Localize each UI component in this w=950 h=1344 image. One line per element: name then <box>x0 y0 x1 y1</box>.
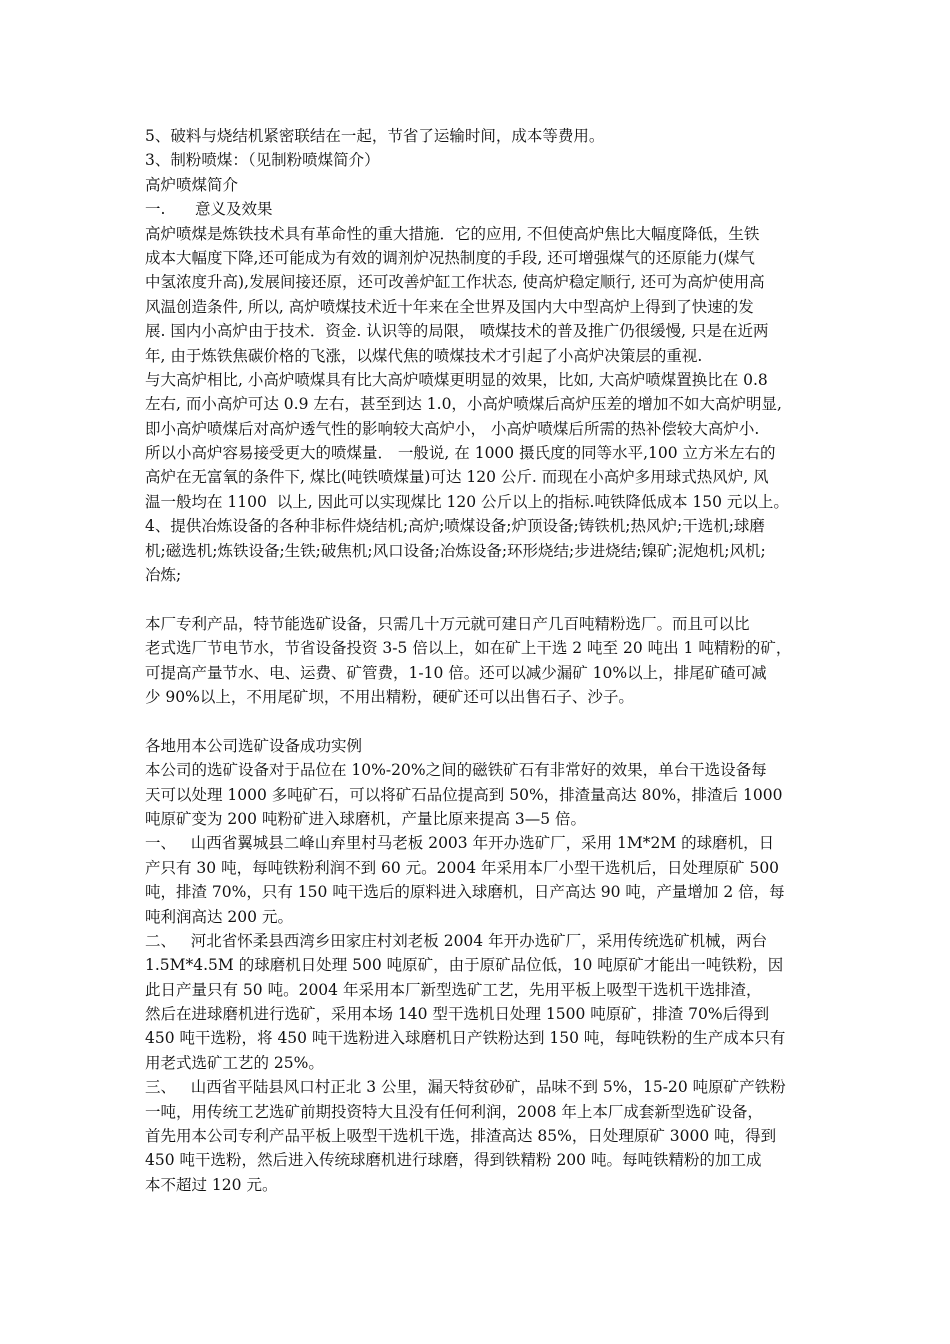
text-line: 1.5M*4.5M 的球磨机日处理 500 吨原矿，由于原矿品位低，10 吨原矿才能出一吨铁粉，因 <box>145 956 784 975</box>
text-line: 天可以处理 1000 多吨矿石，可以将矿石品位提高到 50%，排渣量高达 80%，排渣后 1000 <box>145 785 783 804</box>
text-line: 少 90%以上，不用尾矿坝，不用出精粉，硬矿还可以出售石子、沙子。 <box>145 687 634 706</box>
text-line: 本厂专利产品，特节能选矿设备，只需几十万元就可建日产几百吨精粉选厂。而且可以比 <box>145 614 750 633</box>
text-line: 450 吨干选粉，然后进入传统球磨机进行球磨，得到铁精粉 200 吨。每吨铁精粉的加工成 <box>145 1151 762 1170</box>
text-line: 用老式选矿工艺的 25%。 <box>145 1053 324 1072</box>
text-line: 4、提供冶炼设备的各种非标件烧结机;高炉;喷煤设备;炉顶设备;铸铁机;热风炉;干选机;球磨 <box>145 517 765 536</box>
text-line: 吨利润高达 200 元。 <box>145 907 293 926</box>
text-line: 5、破料与烧结机紧密联结在一起，节省了运输时间，成本等费用。 <box>145 127 605 145</box>
text-line: 风温创造条件, 所以, 高炉喷煤技术近十年来在全世界及国内大中型高炉上得到了快速的发 <box>145 297 754 316</box>
subsection-heading: 一. 意义及效果 <box>145 200 273 219</box>
text-line: 冶炼; <box>145 566 182 585</box>
text-line: 本公司的选矿设备对于品位在 10%-20%之间的磁铁矿石有非常好的效果，单台干选设备每 <box>145 761 767 780</box>
text-line: 二、 河北省怀柔县西湾乡田家庄村刘老板 2004 年开办选矿厂，采用传统选矿机械，两台 <box>145 931 768 950</box>
document-body <box>145 124 815 1197</box>
text-line: 可提高产量节水、电、运费、矿管费，1-10 倍。还可以减少漏矿 10%以上，排尾矿碴可减 <box>145 663 767 682</box>
text-line: 中氢浓度升高),发展间接还原，还可改善炉缸工作状态, 使高炉稳定顺行, 还可为高炉使用高 <box>145 273 765 292</box>
text-line: 机;磁选机;炼铁设备;生铁;破焦机;风口设备;冶炼设备;环形烧结;步进烧结;镍矿;泥炮机;风机; <box>145 541 766 560</box>
text-line: 所以小高炉容易接受更大的喷煤量． 一般说, 在 1000 摄氏度的同等水平,100 立方米左右的 <box>145 444 776 463</box>
blank-line <box>145 587 815 611</box>
text-line: 产只有 30 吨，每吨铁粉利润不到 60 元。2004 年采用本厂小型干选机后，日处理原矿 500 <box>145 858 780 877</box>
blank-line <box>145 709 815 733</box>
text-line: 吨，排渣 70%，只有 150 吨干选后的原料进入球磨机，日产高达 90 吨，产量增加 2 倍，每 <box>145 883 785 902</box>
text-line: 三、 山西省平陆县风口村正北 3 公里，漏天特贫砂矿，品味不到 5%，15-20 吨原矿产铁粉 <box>145 1078 786 1097</box>
text-line: 成本大幅度下降,还可能成为有效的调剂炉况热制度的手段, 还可增强煤气的还原能力(煤气 <box>145 248 755 267</box>
text-line: 即小高炉喷煤后对高炉透气性的影响较大高炉小， 小高炉喷煤后所需的热补偿较大高炉小. <box>145 419 760 438</box>
text-line: 然后在进球磨机进行选矿，采用本场 140 型干选机日处理 1500 吨原矿，排渣 70%后得到 <box>145 1005 770 1024</box>
text-line: 首先用本公司专利产品平板上吸型干选机干选，排渣高达 85%，日处理原矿 3000 吨，得到 <box>145 1127 777 1146</box>
text-line: 450 吨干选粉，将 450 吨干选粉进入球磨机日产铁粉达到 150 吨，每吨铁粉的生产成本只有 <box>145 1029 786 1048</box>
text-line: 与大高炉相比, 小高炉喷煤具有比大高炉喷煤更明显的效果，比如, 大高炉喷煤置换比在 0.8 <box>145 370 768 389</box>
text-line: 展. 国内小高炉由于技术．资金. 认识等的局限， 喷煤技术的普及推广仍很缓慢, 只是在近两 <box>145 322 769 341</box>
text-line: 高炉喷煤是炼铁技术具有革命性的重大措施．它的应用, 不但使高炉焦比大幅度降低，生铁 <box>145 224 760 243</box>
text-line: 3、制粉喷煤：（见制粉喷煤简介） <box>145 151 380 170</box>
section-heading: 各地用本公司选矿设备成功实例 <box>145 736 363 755</box>
text-line: 老式选厂节电节水，节省设备投资 3-5 倍以上，如在矿上干选 2 吨至 20 吨出 1 吨精粉的矿， <box>145 639 792 658</box>
section-heading: 高炉喷煤简介 <box>145 175 239 194</box>
text-line: 此日产量只有 50 吨。2004 年采用本厂新型选矿工艺，先用平板上吸型干选机干选排渣， <box>145 980 762 999</box>
text-line: 本不超过 120 元。 <box>145 1175 278 1194</box>
text-line: 温一般均在 1100 以上, 因此可以实现煤比 120 公斤以上的指标.吨铁降低成本 150 元以上。 <box>145 492 789 511</box>
text-line: 左右, 而小高炉可达 0.9 左右，甚至到达 1.0，小高炉喷煤后高炉压差的增加不如大高炉明显, <box>145 395 782 414</box>
text-line: 高炉在无富氧的条件下, 煤比(吨铁喷煤量)可达 120 公斤. 而现在小高炉多用球式热风炉, 风 <box>145 468 769 487</box>
text-line: 年, 由于炼铁焦碳价格的飞涨，以煤代焦的喷煤技术才引起了小高炉决策层的重视. <box>145 346 703 365</box>
text-line: 一、 山西省翼城县二峰山弃里村马老板 2003 年开办选矿厂，采用 1M*2M 的球磨机，日 <box>145 834 775 853</box>
text-line: 一吨，用传统工艺选矿前期投资特大且没有任何利润，2008 年上本厂成套新型选矿设备， <box>145 1102 763 1121</box>
text-line: 吨原矿变为 200 吨粉矿进入球磨机，产量比原来提高 3—5 倍。 <box>145 809 587 828</box>
